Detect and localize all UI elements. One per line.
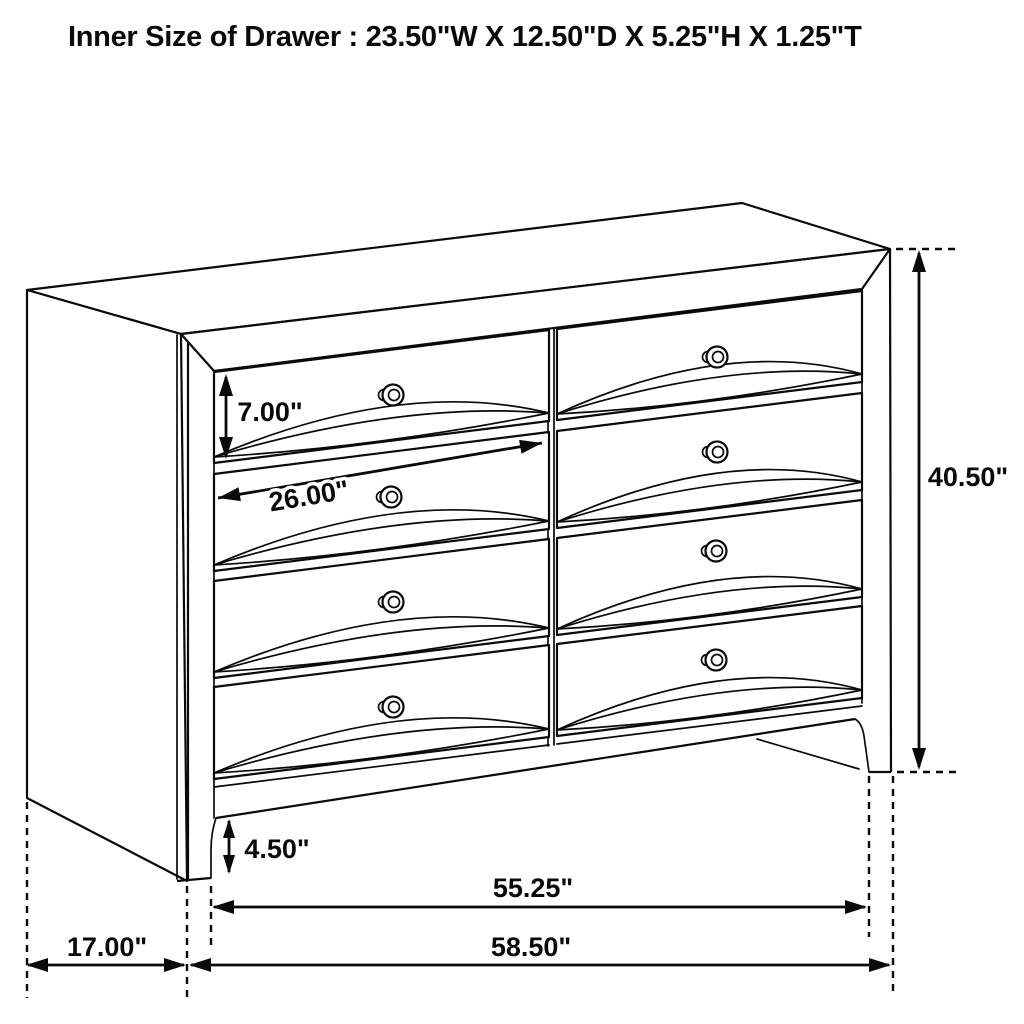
dim-base-width — [212, 873, 867, 914]
dim-depth — [26, 932, 186, 972]
dim-label-drawer-height: 7.00" — [237, 397, 303, 427]
dim-foot-height — [223, 819, 310, 874]
dim-overall-height — [912, 250, 1008, 770]
right-leg-bracket — [757, 739, 859, 769]
dim-label-overall-width: 58.50" — [490, 932, 572, 962]
right-front-leg — [855, 719, 891, 772]
dim-label-drawer-width: 26.00" — [266, 474, 351, 518]
right-outer-edge — [890, 249, 891, 772]
dim-label-depth: 17.00" — [66, 932, 148, 962]
dim-label-overall-height: 40.50" — [927, 462, 1009, 492]
dim-label-foot-height: 4.50" — [244, 834, 310, 864]
inner-drawer-size-title: Inner Size of Drawer : 23.50"W X 12.50"D X 5.25"H X 1.25"T — [68, 21, 862, 53]
dresser-drawing — [27, 203, 891, 881]
dim-label-base-width: 55.25" — [492, 873, 574, 903]
dresser-side-panel — [27, 290, 187, 881]
dim-overall-width — [189, 932, 891, 972]
